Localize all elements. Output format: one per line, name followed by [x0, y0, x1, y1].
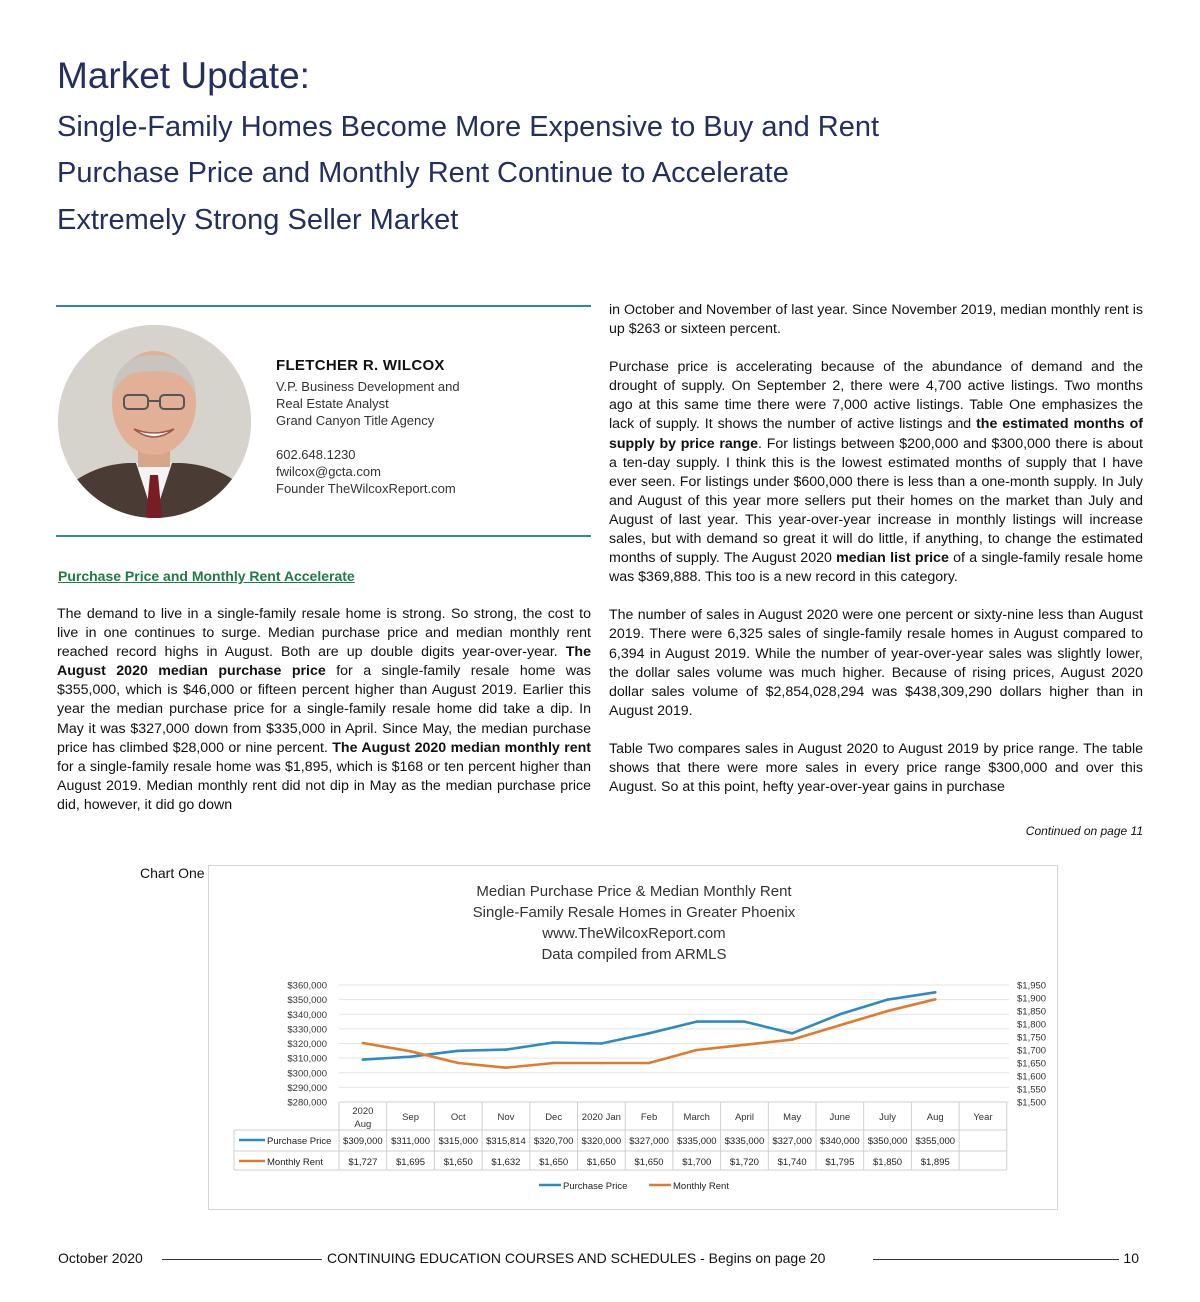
- data-label: $315,814: [486, 1136, 526, 1147]
- y-right-tick-label: $1,700: [1017, 1045, 1047, 1057]
- data-label: $340,000: [820, 1136, 860, 1147]
- page-number: 10: [1123, 1250, 1139, 1266]
- x-tick-label: Dec: [545, 1112, 563, 1123]
- y-left-tick-label: $310,000: [287, 1053, 327, 1065]
- x-tick-label: Aug: [926, 1112, 944, 1123]
- data-point: [886, 998, 889, 1001]
- author-title-line2: Real Estate Analyst: [276, 396, 389, 411]
- x-tick-label: Nov: [497, 1112, 515, 1123]
- x-tick-label: Feb: [640, 1112, 658, 1123]
- data-point: [457, 1050, 460, 1053]
- data-point: [648, 1032, 651, 1035]
- series-line-purchase-price: [363, 992, 935, 1059]
- data-label: $309,000: [343, 1136, 383, 1147]
- author-company: Grand Canyon Title Agency: [276, 413, 435, 428]
- y-right-tick-label: $1,600: [1017, 1071, 1047, 1083]
- y-left-tick-label: $330,000: [287, 1024, 327, 1036]
- y-left-tick-label: $340,000: [287, 1009, 327, 1021]
- data-label: $335,000: [676, 1136, 717, 1147]
- x-tick-label: July: [879, 1112, 897, 1123]
- author-email: fwilcox@gcta.com: [276, 464, 381, 479]
- data-point: [362, 1058, 365, 1061]
- data-point: [695, 1049, 698, 1052]
- legend-label: Monthly Rent: [673, 1181, 729, 1192]
- data-label: $320,000: [581, 1136, 622, 1147]
- table-row-label: Monthly Rent: [267, 1157, 323, 1168]
- data-point: [839, 1024, 842, 1027]
- left-column: [57, 605, 591, 834]
- data-point: [409, 1050, 412, 1053]
- data-point: [934, 991, 937, 994]
- chart-container: [208, 865, 1058, 1210]
- x-tick-label: Oct: [450, 1112, 466, 1123]
- data-label: $335,000: [724, 1136, 765, 1147]
- x-tick-label: March: [683, 1112, 710, 1123]
- data-point: [743, 1020, 746, 1023]
- y-left-tick-label: $290,000: [287, 1082, 327, 1094]
- data-point: [457, 1062, 460, 1065]
- data-point: [362, 1042, 365, 1045]
- x-tick-label: Year: [973, 1112, 993, 1123]
- y-right-tick-label: $1,950: [1017, 980, 1047, 992]
- data-label: $327,000: [629, 1136, 669, 1147]
- data-point: [409, 1055, 412, 1058]
- author-title-line1: V.P. Business Development and: [276, 379, 460, 394]
- y-left-tick-label: $360,000: [287, 980, 327, 992]
- author-name: FLETCHER R. WILCOX: [276, 357, 445, 374]
- legend-label: Purchase Price: [563, 1181, 628, 1192]
- chart-title-line4: Data compiled from ARMLS: [541, 946, 727, 963]
- data-label: $1,895: [920, 1157, 950, 1168]
- footer-center-text: CONTINUING EDUCATION COURSES AND SCHEDULES - Begins on page 20: [327, 1250, 826, 1266]
- chart-title-line2: Single-Family Resale Homes in Greater Phoenix: [472, 904, 796, 921]
- data-label: $1,700: [682, 1157, 712, 1168]
- subtitle-3: Extremely Strong Seller Market: [57, 204, 459, 236]
- data-label: $320,700: [533, 1136, 574, 1147]
- x-tick-label: Aug: [354, 1119, 372, 1130]
- data-label: $1,632: [491, 1157, 521, 1168]
- data-label: $1,727: [348, 1157, 378, 1168]
- right-paragraph-2: Purchase price is accelerating because of the abundance of demand and the drought of supply. On September 2, there were 4,700 active listings. Two months ago at this same time there were 7,000 active listings. Table One emphasizes the lack of supply. It shows the number of active listings and the estimated months of supply by price range. For listings between $200,000 and $300,000 there is about a ten-day supply. I think this is the lowest estimated months of supply that I have ever seen. For listings under $600,000 there is less than a one-month supply. In July and August of this year more sellers put their homes on the market than July and August of last year. This year-over-year increase in monthly listings will increase sales, but with demand so great it will do little, if anything, to change the estimated months of supply. The August 2020 median list price of a single-family resale home was $369,888. This too is a new record in this category.: [609, 359, 1144, 586]
- x-tick-label: May: [783, 1112, 802, 1123]
- data-point: [934, 998, 937, 1001]
- data-label: $1,650: [634, 1157, 664, 1168]
- y-right-tick-label: $1,850: [1017, 1006, 1047, 1018]
- data-point: [791, 1038, 794, 1041]
- author-founder: Founder TheWilcoxReport.com: [276, 481, 456, 496]
- page-footer: [58, 1250, 1141, 1268]
- y-right-tick-label: $1,750: [1017, 1032, 1047, 1044]
- data-point: [743, 1044, 746, 1047]
- y-right-tick-label: $1,800: [1017, 1019, 1047, 1031]
- data-label: $1,650: [586, 1157, 616, 1168]
- data-point: [600, 1042, 603, 1045]
- y-right-tick-label: $1,550: [1017, 1084, 1047, 1096]
- data-label: $1,740: [777, 1157, 807, 1168]
- x-tick-label: 2020 Jan: [581, 1112, 621, 1123]
- right-column: [609, 301, 1143, 816]
- y-left-tick-label: $300,000: [287, 1068, 327, 1080]
- table-row-label: Purchase Price: [267, 1136, 332, 1147]
- data-point: [839, 1013, 842, 1016]
- right-paragraph-1: in October and November of last year. Since November 2019, median monthly rent is up $263 or sixteen percent.: [609, 302, 1143, 338]
- chart-title-line1: Median Purchase Price & Median Monthly Rent: [476, 883, 792, 900]
- author-info: [276, 357, 460, 497]
- continued-note: Continued on page 11: [1025, 824, 1143, 838]
- x-tick-label: June: [829, 1112, 851, 1123]
- y-right-tick-label: $1,900: [1017, 993, 1047, 1005]
- y-left-tick-label: $350,000: [287, 995, 327, 1007]
- data-label: $1,795: [825, 1157, 855, 1168]
- right-paragraph-3: The number of sales in August 2020 were one percent or sixty-nine less than August 2019. There were 6,325 sales of single-family resale homes in August compared to 6,394 in August 2019. While the number of year-over-year sales was slightly lower, the dollar sales volume was much higher. Because of rising prices, August 2020 dollar sales volume of $2,854,028,294 was $438,309,290 dollars higher than in August 2019.: [609, 607, 1143, 719]
- y-right-tick-label: $1,500: [1017, 1097, 1047, 1109]
- footer-date: October 2020: [58, 1250, 143, 1266]
- data-label: $327,000: [772, 1136, 812, 1147]
- data-label: $311,000: [391, 1136, 431, 1147]
- data-point: [505, 1048, 508, 1051]
- y-left-tick-label: $320,000: [287, 1039, 327, 1050]
- data-point: [695, 1020, 698, 1023]
- data-point: [600, 1062, 603, 1065]
- subtitle-1: Single-Family Homes Become More Expensive to Buy and Rent: [57, 111, 880, 143]
- subtitle-2: Purchase Price and Monthly Rent Continue to Accelerate: [57, 157, 789, 189]
- x-tick-label: 2020: [352, 1106, 374, 1117]
- data-point: [505, 1066, 508, 1069]
- data-label: $315,000: [438, 1136, 479, 1147]
- author-phone: 602.648.1230: [276, 447, 356, 462]
- right-paragraph-4: Table Two compares sales in August 2020 to August 2019 by price range. The table shows that there were more sales in every price range $300,000 and over this August. So at this point, hefty year-over-year gains in purchase: [609, 740, 1143, 796]
- y-left-tick-label: $280,000: [287, 1097, 327, 1109]
- data-point: [791, 1032, 794, 1035]
- data-label: $355,000: [915, 1136, 956, 1147]
- data-label: $1,695: [396, 1157, 426, 1168]
- chart-label: Chart One: [140, 865, 205, 881]
- footer-rule-left: [162, 1259, 322, 1260]
- page-title: Market Update:: [57, 55, 310, 96]
- y-right-tick-label: $1,650: [1017, 1058, 1047, 1070]
- x-tick-label: Sep: [402, 1112, 420, 1123]
- x-tick-label: April: [734, 1112, 754, 1123]
- author-photo: [58, 325, 251, 518]
- data-point: [552, 1041, 555, 1044]
- chart-title-line3: www.TheWilcoxReport.com: [542, 925, 726, 942]
- data-label: $1,650: [539, 1157, 569, 1168]
- left-paragraph: The demand to live in a single-family resale home is strong. So strong, the cost to live in one continues to surge. Median purchase price and median monthly rent reached record highs in August. Both are up double digits year-over-year. The August 2020 median purchase price for a single-family resale home was $355,000, which is $46,000 or fifteen percent higher than August 2019. Earlier this year the median purchase price for a single-family resale home did take a dip. In May it was $327,000 down from $335,000 in April. Since May, the median purchase price has climbed $28,000 or nine percent. The August 2020 median monthly rent for a single-family resale home was $1,895, which is $168 or ten percent higher than August 2019. Median monthly rent did not dip in May as the median purchase price did, however, it did go down: [57, 606, 591, 813]
- data-point: [886, 1010, 889, 1013]
- data-point: [552, 1062, 555, 1065]
- section-heading-link[interactable]: Purchase Price and Monthly Rent Accelerate: [58, 568, 355, 584]
- chart-svg: [209, 866, 1059, 1211]
- author-bottom-rule: [56, 535, 591, 537]
- data-label: $1,650: [443, 1157, 473, 1168]
- data-label: $1,850: [873, 1157, 903, 1168]
- author-top-rule: [56, 305, 591, 307]
- data-point: [648, 1062, 651, 1065]
- footer-rule-right: [873, 1259, 1119, 1260]
- data-label: $1,720: [729, 1157, 759, 1168]
- data-label: $350,000: [867, 1136, 908, 1147]
